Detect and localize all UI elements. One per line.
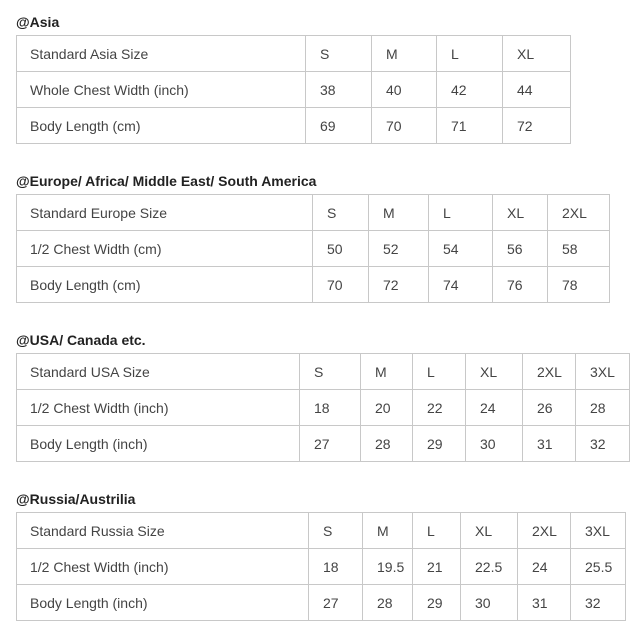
section-usa (16, 331, 630, 462)
cell-value: 56 (493, 231, 548, 267)
size-table-usa (16, 353, 630, 462)
cell-value: 18 (300, 390, 361, 426)
cell-value: 31 (518, 585, 571, 621)
cell-value: 40 (372, 72, 437, 108)
cell-value: 22.5 (461, 549, 518, 585)
cell-value: 38 (306, 72, 372, 108)
cell-value: 3XL (576, 354, 630, 390)
cell-value: XL (493, 195, 548, 231)
table-row (17, 72, 571, 108)
table-row (17, 585, 626, 621)
cell-value: 70 (372, 108, 437, 144)
cell-value: XL (466, 354, 523, 390)
row-label: 1/2 Chest Width (cm) (17, 231, 313, 267)
table-row (17, 267, 610, 303)
cell-value: S (309, 513, 363, 549)
cell-value: M (372, 36, 437, 72)
section-title: @Asia (16, 14, 60, 30)
cell-value: 58 (548, 231, 610, 267)
cell-value: 2XL (523, 354, 576, 390)
cell-value: M (369, 195, 429, 231)
cell-value: L (413, 513, 461, 549)
table-row (17, 354, 630, 390)
row-label: Body Length (inch) (17, 426, 300, 462)
row-label: Standard Asia Size (17, 36, 306, 72)
cell-value: 76 (493, 267, 548, 303)
cell-value: 29 (413, 585, 461, 621)
row-label: Standard USA Size (17, 354, 300, 390)
row-label: Body Length (cm) (17, 267, 313, 303)
table-row (17, 549, 626, 585)
cell-value: 27 (300, 426, 361, 462)
size-table-asia (16, 35, 571, 144)
cell-value: 70 (313, 267, 369, 303)
row-label: Body Length (inch) (17, 585, 309, 621)
cell-value: 3XL (571, 513, 626, 549)
row-label: 1/2 Chest Width (inch) (17, 390, 300, 426)
cell-value: 29 (413, 426, 466, 462)
cell-value: S (300, 354, 361, 390)
size-table-europe (16, 194, 610, 303)
cell-value: 28 (363, 585, 413, 621)
cell-value: 42 (437, 72, 503, 108)
row-label: Standard Russia Size (17, 513, 309, 549)
cell-value: 20 (361, 390, 413, 426)
cell-value: 31 (523, 426, 576, 462)
cell-value: 50 (313, 231, 369, 267)
cell-value: M (363, 513, 413, 549)
cell-value: S (306, 36, 372, 72)
row-label: Body Length (cm) (17, 108, 306, 144)
table-row (17, 195, 610, 231)
table-row (17, 513, 626, 549)
cell-value: 21 (413, 549, 461, 585)
cell-value: 2XL (548, 195, 610, 231)
cell-value: 44 (503, 72, 571, 108)
section-asia (16, 13, 571, 144)
section-title: @USA/ Canada etc. (16, 332, 146, 348)
table-row (17, 36, 571, 72)
cell-value: 72 (369, 267, 429, 303)
section-title: @Russia/Austrilia (16, 491, 136, 507)
cell-value: 30 (466, 426, 523, 462)
cell-value: 22 (413, 390, 466, 426)
row-label: 1/2 Chest Width (inch) (17, 549, 309, 585)
cell-value: L (437, 36, 503, 72)
cell-value: 72 (503, 108, 571, 144)
cell-value: 69 (306, 108, 372, 144)
section-title: @Europe/ Africa/ Middle East/ South America (16, 173, 317, 189)
cell-value: 24 (466, 390, 523, 426)
cell-value: 32 (571, 585, 626, 621)
table-row (17, 426, 630, 462)
table-row (17, 390, 630, 426)
table-row (17, 108, 571, 144)
cell-value: 18 (309, 549, 363, 585)
cell-value: 27 (309, 585, 363, 621)
cell-value: 25.5 (571, 549, 626, 585)
cell-value: 54 (429, 231, 493, 267)
cell-value: XL (503, 36, 571, 72)
cell-value: 24 (518, 549, 571, 585)
cell-value: L (429, 195, 493, 231)
cell-value: 32 (576, 426, 630, 462)
section-europe (16, 172, 610, 303)
cell-value: 78 (548, 267, 610, 303)
cell-value: 26 (523, 390, 576, 426)
cell-value: M (361, 354, 413, 390)
row-label: Standard Europe Size (17, 195, 313, 231)
section-russia (16, 490, 626, 621)
row-label: Whole Chest Width (inch) (17, 72, 306, 108)
cell-value: 52 (369, 231, 429, 267)
cell-value: S (313, 195, 369, 231)
table-row (17, 231, 610, 267)
cell-value: 28 (361, 426, 413, 462)
cell-value: XL (461, 513, 518, 549)
cell-value: 71 (437, 108, 503, 144)
cell-value: L (413, 354, 466, 390)
cell-value: 28 (576, 390, 630, 426)
cell-value: 19.5 (363, 549, 413, 585)
cell-value: 30 (461, 585, 518, 621)
size-table-russia (16, 512, 626, 621)
cell-value: 2XL (518, 513, 571, 549)
cell-value: 74 (429, 267, 493, 303)
